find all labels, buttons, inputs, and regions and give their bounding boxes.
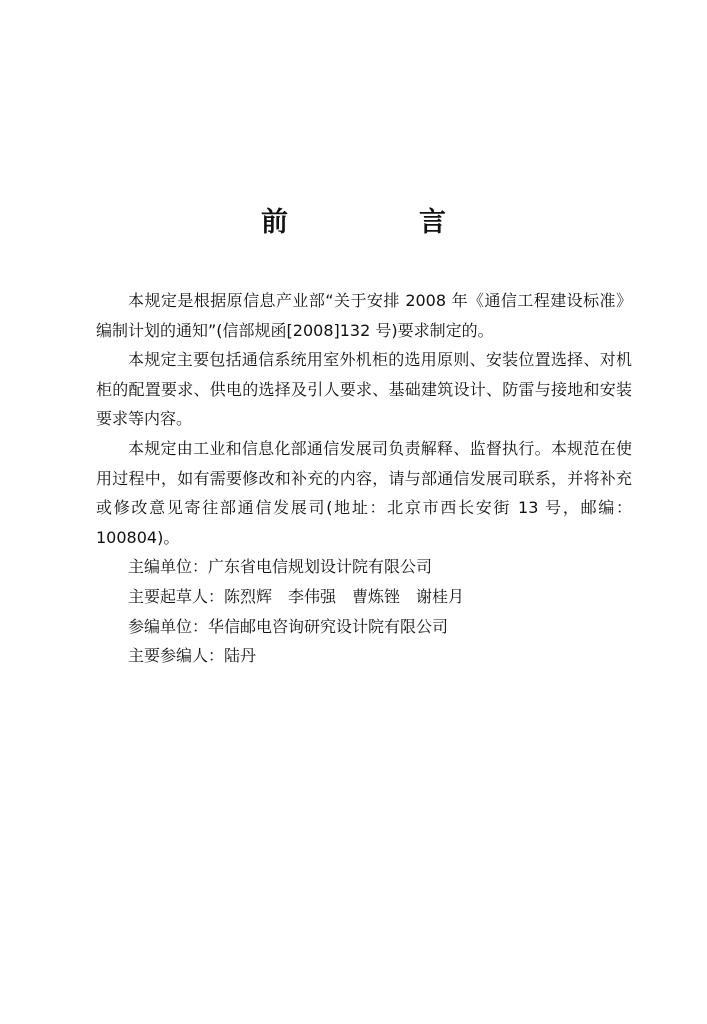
participating-unit: 参编单位：华信邮电咨询研究设计院有限公司 xyxy=(128,616,449,636)
chief-editor-unit: 主编单位：广东省电信规划设计院有限公司 xyxy=(128,557,433,577)
main-drafters-names: 陈烈辉 李伟强 曹炼锉 谢桂月 xyxy=(224,586,465,606)
preface-paragraph-3: 本规定由工业和信息化部通信发展司负责解释、监督执行。本规范在使用过程中，如有需要修改和补充的内容，请与部通信发展司联系，并将补充或修改意见寄往部通信发展司(地址：北京市西长安街 13 号，邮编：100804)。 xyxy=(96,438,632,547)
page-title: 前 言 xyxy=(261,207,498,238)
participating-editors: 主要参编人：陆丹 xyxy=(128,646,257,666)
preface-paragraph-2: 本规定主要包括通信系统用室外机柜的选用原则、安装位置选择、对机柜的配置要求、供电的选择及引人要求、基础建筑设计、防雷与接地和安装要求等内容。 xyxy=(96,350,632,429)
main-drafters-line xyxy=(96,582,632,612)
preface-body xyxy=(96,286,632,671)
preface-paragraph-1: 本规定是根据原信息产业部“关于安排 2008 年《通信工程建设标准》编制计划的通知”(信部规函[2008]132 号)要求制定的。 xyxy=(96,291,632,340)
main-drafters-label: 主要起草人： xyxy=(128,586,225,606)
